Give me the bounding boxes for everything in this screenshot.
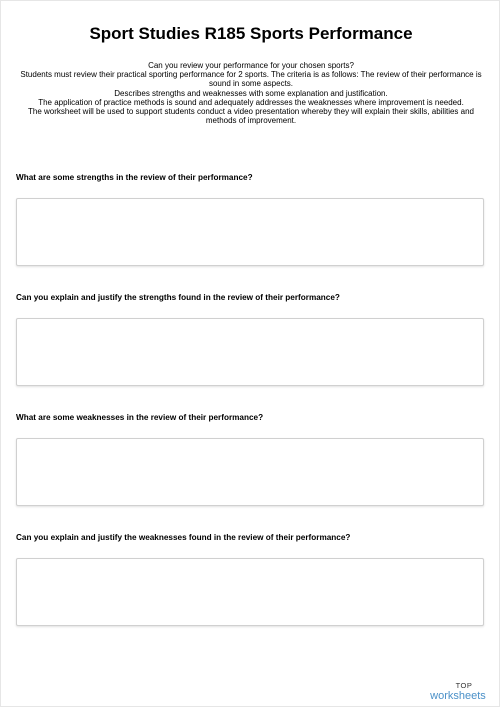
answer-box-2[interactable] (16, 318, 484, 386)
instruction-line: Can you review your performance for your chosen sports? (148, 61, 354, 70)
topworksheets-logo[interactable] (423, 682, 493, 702)
question-1-label: What are some strengths in the review of their performance? (16, 173, 253, 182)
worksheet-instructions (19, 61, 483, 125)
question-2-label: Can you explain and justify the strengths found in the review of their performance? (16, 293, 340, 302)
worksheet-title: Sport Studies R185 Sports Performance (89, 24, 413, 43)
instruction-line: The worksheet will be used to support students conduct a video presentation whereby they will explain their skills, abilities and methods of improvement. (27, 107, 475, 126)
answer-box-3[interactable] (16, 438, 484, 506)
instruction-line: Describes strengths and weaknesses with some explanation and justification. (114, 88, 388, 98)
answer-box-4[interactable] (16, 558, 484, 626)
logo-top-text: TOP (455, 681, 473, 690)
instruction-line: The application of practice methods is sound and adequately addresses the weaknesses where improvement is needed. (38, 97, 464, 107)
instruction-line: Students must review their practical sporting performance for 2 sports. The criteria is as follows: The review of their performance is sound in some aspects. (20, 70, 482, 89)
answer-box-1[interactable] (16, 198, 484, 266)
question-3-label: What are some weaknesses in the review of their performance? (16, 413, 264, 422)
logo-bottom-text: worksheets (430, 690, 486, 702)
question-4-label: Can you explain and justify the weaknesses found in the review of their performance? (16, 533, 351, 542)
